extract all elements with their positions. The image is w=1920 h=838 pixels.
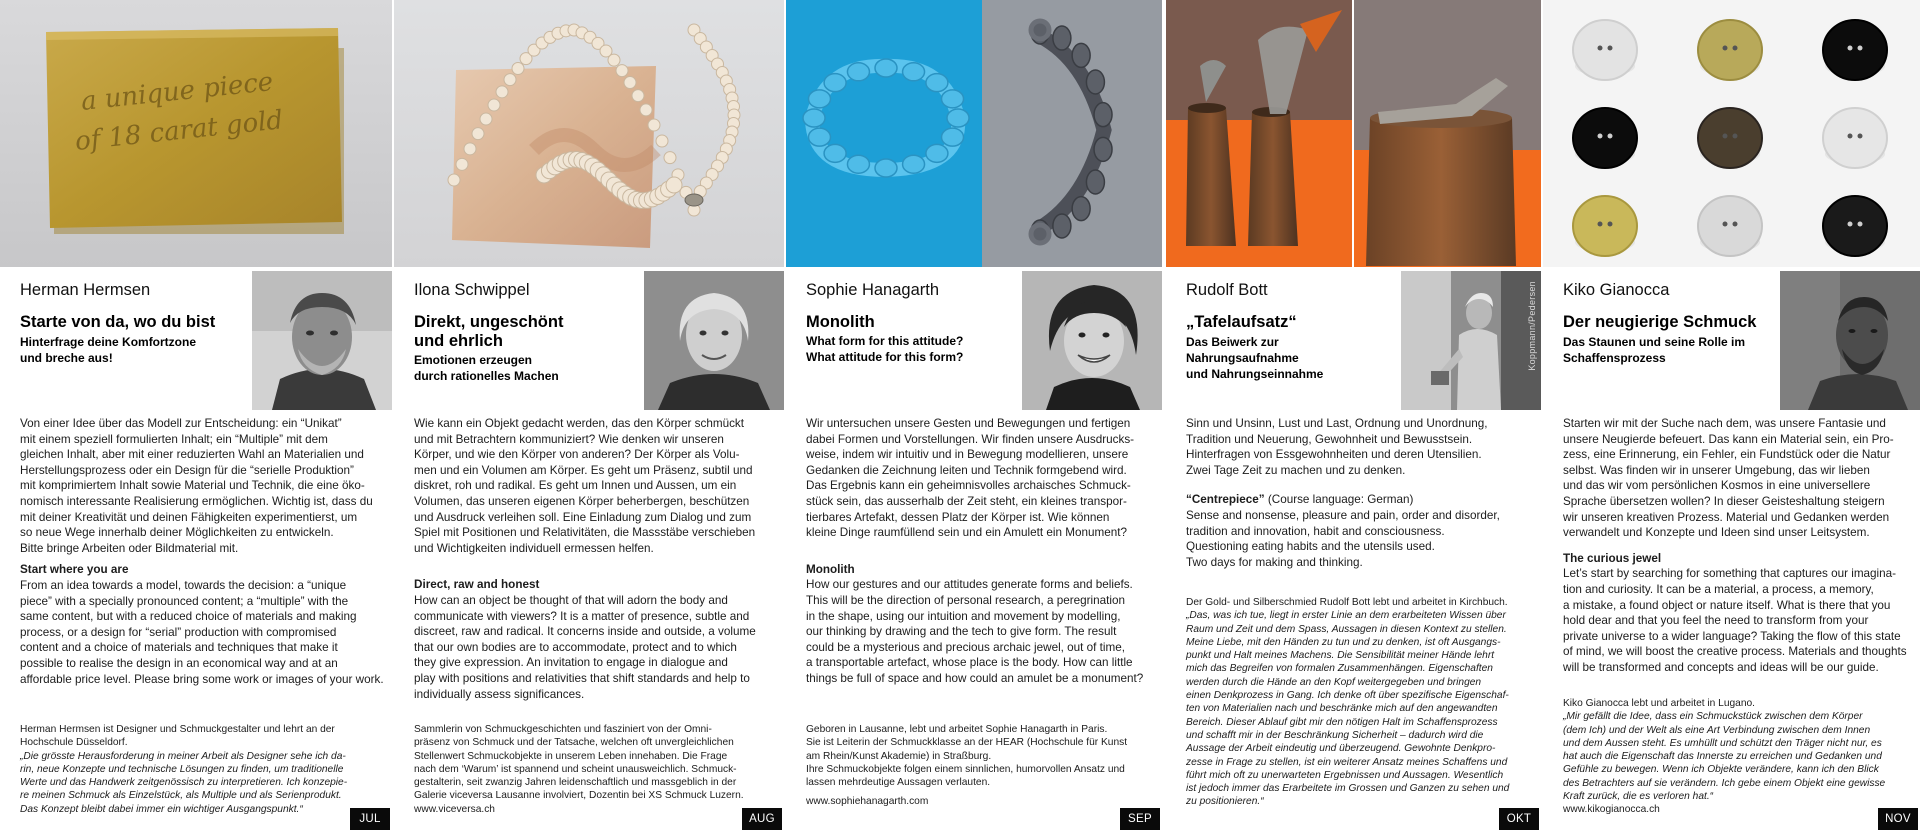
text-line: verwandelt und Konzepte und Ideen sind unser Leitsystem. — [1563, 526, 1870, 540]
course-title-line: Direkt, ungeschönt — [414, 313, 564, 331]
designer-bio — [20, 723, 347, 816]
course-subtitle-line: durch rationelles Machen — [414, 369, 559, 383]
website-link[interactable]: www.sophiehanagarth.com — [806, 796, 929, 808]
text-line: und Ausdruck verleihen soll. Eine Einladung zum Dialog und zum — [414, 510, 752, 524]
text-line: lassen mehrdeutige Aussagen verlauten. — [806, 777, 991, 789]
course-subtitle-line: What form for this attitude? — [806, 334, 964, 348]
quote-line: Kraft zurück, die es verloren hat.“ — [1563, 791, 1714, 803]
course-title-line: Der neugierige Schmuck — [1563, 313, 1757, 331]
course-subtitle-line: Das Beiwerk zur — [1186, 335, 1279, 349]
quote-line: (dem Ich) und der Welt als eine Art Verbindung zwischen dem Innen — [1563, 724, 1871, 736]
designer-name: Herman Hermsen — [20, 281, 151, 299]
quote-line: zesse in Frage zu stellen, ist ein weiterer Ansatz meines Schaffens und — [1186, 756, 1508, 768]
course-language-note: (Course language: German) — [1264, 493, 1414, 507]
course-subtitle-line: Das Staunen und seine Rolle im — [1563, 335, 1746, 349]
course-subtitle-line: und breche aus! — [20, 351, 113, 365]
text-line: Von einer Idee über das Modell zur Entscheidung: ein “Unikat” — [20, 417, 342, 430]
text-line: could be a mysterious and precious archaic jewel, out of time, — [806, 640, 1125, 654]
quote-line: werden durch die Hände an den Kopf weitergegeben und bringen — [1186, 676, 1482, 688]
quote-line: re meinen Schmuck als Einzelstück, als Multiple und als Serienprodukt. — [20, 790, 342, 802]
text-line: that our own bodies are to accommodate, protect and to which — [414, 640, 737, 654]
text-line: Spiel mit Positionen und Relativitäten, die Massstäbe verschieben — [414, 526, 756, 540]
quote-line: punkt und Halt meines Machens. Die Sensibilität meiner Hände lehrt — [1186, 650, 1495, 662]
column-okt — [1166, 0, 1541, 838]
text-line: Der Gold- und Silberschmied Rudolf Bott lebt und arbeitet in Kirchbuch. — [1186, 597, 1508, 608]
text-line: piece” with a specially pronounced content; a “multiple” with the — [20, 594, 349, 608]
text-line: communicate with viewers? It is a matter of presence, subtle and — [414, 609, 750, 623]
german-description — [1563, 416, 1907, 676]
german-description — [806, 416, 1143, 687]
quote-line: und schafft mir in der Beschränkung Sicherheit – dadurch wird die — [1186, 729, 1484, 741]
course-subtitle — [806, 333, 963, 365]
quote-line: Gefühle zu bewegen. Wenn ich Objekte verändere, kann ich den Blick — [1563, 764, 1879, 776]
course-title — [414, 313, 563, 351]
portrait-ilona-schwippel — [644, 271, 784, 410]
text-line: diskret, roh und radikal. Es geht um Innen und Aussen, um ein — [414, 479, 737, 493]
text-line: selbst. Was finden wir in unserer Umgebung, das wir lieben — [1563, 463, 1870, 477]
blue-chain-objects-image — [786, 0, 1162, 267]
gold-plaque-image — [0, 0, 392, 267]
text-line: tradition and innovation, habit and consciousness. — [1186, 524, 1445, 538]
designer-name: Sophie Hanagarth — [806, 281, 940, 299]
text-line: This will be the direction of personal research, a peregrination — [806, 593, 1125, 607]
quote-line: führt mich oft zu unerwarteten Ergebnissen und Aussagen. Wesentlich — [1186, 769, 1504, 781]
text-line: How our gestures and our attitudes generate forms and beliefs. — [806, 578, 1133, 592]
month-badge: OKT — [1499, 808, 1539, 830]
text-line: Körper, und wie den Körper von anderen? Der Körper als Volu- — [414, 448, 740, 462]
text-line: Gedanken die Zeichnung leiten und Technik formgebend wird. — [806, 463, 1127, 477]
quote-line: Raum und Zeit und dem Spass, Aussagen in diesen Kontext zu stellen. — [1186, 623, 1507, 635]
text-line: Bitte bringe Arbeiten oder Bildmaterial mit. — [20, 541, 239, 555]
text-line: discreet, raw and radical. It concerns inside and outside, a volume — [414, 625, 756, 639]
text-line: stück sein, das ausserhalb der Zeit steht, ein kleines transpor- — [806, 494, 1127, 508]
text-line: Starten wir mit der Suche nach dem, was unsere Fantasie und — [1563, 417, 1886, 430]
course-subtitle-line: Nahrungsaufnahme — [1186, 351, 1299, 365]
text-line: hold dear and that you feel the need to transform from your — [1563, 614, 1869, 628]
designer-bio — [1186, 596, 1509, 809]
text-line: Sammlerin von Schmuckgeschichten und fasziniert von der Omni- — [414, 724, 712, 735]
month-badge: SEP — [1120, 808, 1160, 830]
portrait-herman-hermsen — [252, 271, 392, 410]
course-subtitle — [20, 334, 196, 366]
quote-line: „Die grösste Herausforderung in meiner Arbeit als Designer sehe ich da- — [20, 750, 346, 762]
text-line: content and a choice of materials and techniques that make it — [20, 641, 338, 655]
quote-line: mich das Begreifen von formalen Zusammenhängen. Eigenschaften — [1186, 663, 1493, 675]
rusty-vessels-image — [1166, 0, 1541, 267]
course-subtitle-line: Hinterfrage deine Komfortzone — [20, 335, 197, 349]
text-line: a mistake, a found object or nature itself. What is there that you — [1563, 598, 1891, 612]
text-line: Ihre Schmuckobjekte folgen einem sinnlichen, humorvollen Ansatz und — [806, 763, 1125, 775]
course-title-line: Monolith — [806, 313, 875, 331]
german-description — [20, 416, 384, 687]
text-line: Hochschule Düsseldorf. — [20, 737, 128, 749]
designer-bio — [1563, 697, 1885, 817]
quote-line: Das Konzept bleibt dabei immer ein wichtiger Ausgangspunkt.“ — [20, 803, 303, 815]
text-line: tierbares Artefakt, dessen Platz der Körper ist. Wie können — [806, 510, 1110, 524]
text-line: in the shape, using our intuition and movement by modelling, — [806, 609, 1121, 623]
text-line: nomisch interessante Realisierung ermöglichen. Wichtig ist, dass du — [20, 494, 373, 508]
website-link[interactable]: www.kikogianocca.ch — [1563, 804, 1660, 816]
text-line: play with positions and relativities that shift standards and help to — [414, 671, 750, 685]
course-title — [20, 313, 215, 332]
course-subtitle-line: und Nahrungseinnahme — [1186, 367, 1324, 381]
quote-line: und dem Aussen steht. Es umhüllt und schützt den Träger nicht nur, es — [1563, 737, 1882, 749]
english-heading: Direct, raw and honest — [414, 578, 540, 592]
text-line: Two days for making and thinking. — [1186, 555, 1363, 569]
text-line: Herman Hermsen ist Designer und Schmuckgestalter und lehrt an der — [20, 724, 335, 735]
english-heading: Start where you are — [20, 563, 129, 577]
text-line: private universe to a wider language? Taking the flow of this state — [1563, 629, 1901, 643]
month-badge: NOV — [1878, 808, 1918, 830]
text-line: a transportable artefact, whose place is the body. How can little — [806, 656, 1133, 670]
text-line: Kiko Gianocca lebt und arbeitet in Lugano. — [1563, 698, 1755, 709]
text-line: nach dem ‘Warum’ ist spannend und scheint unausweichlich. Schmuck- — [414, 763, 737, 775]
text-line: Herstellungsprozess oder ein Design für die “serielle Produktion” — [20, 463, 354, 477]
hero-inscription-line-2: of 18 carat gold — [73, 105, 285, 157]
month-badge: JUL — [350, 808, 390, 830]
designer-bio — [806, 723, 1127, 809]
text-line: Sense and nonsense, pleasure and pain, order and disorder, — [1186, 508, 1500, 522]
text-line: possible to realise the design in an economical way and at an — [20, 656, 338, 670]
course-subtitle-line: Emotionen erzeugen — [414, 353, 533, 367]
english-heading-row — [1186, 492, 1500, 508]
text-line: Hinterfragen von Essgewohnheiten und deren Utensilien. — [1186, 448, 1482, 462]
text-line: und Wichtigkeiten individuell ermessen helfen. — [414, 541, 654, 555]
designer-name: Kiko Gianocca — [1563, 281, 1670, 299]
course-subtitle-line: What attitude for this form? — [806, 350, 964, 364]
course-subtitle-line: Schaffensprozess — [1563, 351, 1666, 365]
english-heading: The curious jewel — [1563, 551, 1662, 565]
text-line: mit deiner Kreativität und deinen Fähigkeiten experimentierst, um — [20, 510, 358, 524]
course-title-line: und ehrlich — [414, 332, 503, 350]
text-line: they give expression. An invitation to engage in dialogue and — [414, 656, 728, 670]
quote-line: Bereich. Dieser Ablauf gibt mir den nötigen Halt im Schaffensprozess — [1186, 716, 1498, 728]
portrait-kiko-gianocca — [1780, 271, 1920, 410]
german-description — [414, 416, 756, 702]
text-line: Let’s start by searching for something that captures our imagina- — [1563, 567, 1897, 581]
text-line: mit komprimiertem Inhalt sowie Material und Technik, die eine öko- — [20, 479, 365, 493]
course-title-line: „Tafelaufsatz“ — [1186, 313, 1297, 331]
text-line: our thinking by drawing and the tech to give form. The result — [806, 625, 1117, 639]
text-line: of mind, we will boost the creative process. Materials and thoughts — [1563, 645, 1907, 659]
quote-line: hat auch die Eigenschaft das Innerste zu erreichen und Gedanken und — [1563, 751, 1882, 763]
designer-name: Ilona Schwippel — [414, 281, 530, 299]
course-title — [1186, 313, 1297, 332]
portrait-rudolf-bott — [1401, 271, 1541, 410]
text-line: Stellenwert Schmuckobjekte in unserem Leben innehaben. Die Frage — [414, 750, 728, 762]
text-line: things be full of space and how could an amulet be a monument? — [806, 671, 1144, 685]
pearl-necklace-image — [394, 0, 784, 267]
quote-line: Meine Liebe, mit den Händen zu tun und zu denken, ist oft Ausgangs- — [1186, 636, 1501, 648]
text-line: Sprache übersetzen wollen? In dieser Geisteshaltung steigern — [1563, 494, 1885, 508]
text-line: same content, but with a reduced choice of materials and making — [20, 610, 357, 624]
text-line: wir unseren kreativen Prozess. Material und Gedanken werden — [1563, 510, 1890, 524]
quote-line: ist jedoch immer das Erarbeitete im Grossen und Ganzen zu sehen und — [1186, 783, 1510, 795]
text-line: will be transformed and concepts and ideas will be our guide. — [1563, 660, 1879, 674]
course-title — [806, 313, 875, 332]
course-subtitle — [414, 352, 559, 384]
text-line: am Rhein/Kunst Akademie) in Straßburg. — [806, 750, 992, 762]
course-title-line: Starte von da, wo du bist — [20, 313, 216, 331]
english-heading: Monolith — [806, 562, 855, 576]
text-line: Wir untersuchen unsere Gesten und Bewegungen und fertigen — [806, 417, 1131, 430]
text-line: men und ein Volumen am Körper. Es geht um Präsenz, subtil und — [414, 463, 753, 477]
column-sep — [786, 0, 1162, 838]
quote-line: einen Denkprozess in Gang. Ich denke oft über spezifische Eigenschaf- — [1186, 690, 1509, 702]
course-subtitle — [1186, 334, 1323, 382]
column-nov — [1543, 0, 1920, 838]
text-line: Tradition und Neuerung, Gewohnheit und Bewusstsein. — [1186, 432, 1473, 446]
hero-inscription-line-1: a unique piece — [79, 66, 275, 117]
text-line: gestalterin, seit zwanzig Jahren leidenschaftlich und massgeblich in der — [414, 777, 737, 789]
text-line: zess, eine Erinnerung, ein Fehler, ein Fundstück oder die Natur — [1563, 448, 1891, 462]
column-jul — [0, 0, 392, 838]
website-link[interactable]: www.viceversa.ch — [414, 803, 495, 815]
text-line: Zwei Tage Zeit zu machen und zu denken. — [1186, 463, 1406, 477]
text-line: Geboren in Lausanne, lebt und arbeitet Sophie Hanagarth in Paris. — [806, 724, 1108, 735]
quote-line: „Das, was ich tue, liegt in erster Linie an dem erarbeiteten Wissen über — [1186, 610, 1506, 622]
text-line: so neue Wege innerhalb deiner Möglichkeiten zu entwickeln. — [20, 526, 334, 540]
english-heading: “Centrepiece” — [1186, 493, 1265, 507]
text-line: Sie ist Leiterin der Schmuckklasse an der HEAR (Hochschule für Kunst — [806, 737, 1128, 749]
text-line: gleichen Inhalt, aber mit einer reduzierten Wahl an Materialien und — [20, 448, 364, 462]
text-line: mit einem speziell formulierten Inhalt; ein “Multiple” mit dem — [20, 432, 328, 446]
text-line: individually assess significances. — [414, 687, 585, 701]
text-line: präsenz von Schmuck und der Tatsache, welchen oft unvergleichlichen — [414, 737, 734, 749]
quote-line: zu positionieren.“ — [1186, 796, 1264, 808]
text-line: Das Ergebnis kann ein geheimnisvolles archaisches Schmuck- — [806, 479, 1131, 493]
quote-line: rin, neue Konzepte und technische Lösungen zu finden, um traditionelle — [20, 763, 344, 775]
text-line: kleine Dinge raumfüllend sein und ein Amulett ein Monument? — [806, 526, 1127, 540]
quote-line: Werte und das Handwerk zeitgenössisch zu interpretieren. Ich konzepie- — [20, 777, 348, 789]
text-line: unsere Neugierde befeuert. Das kann ein Material sein, ein Pro- — [1563, 432, 1894, 446]
text-line: Volumen, das unseren eigenen Körper beherbergen, beschützen — [414, 494, 750, 508]
text-line: process, or a design for “serial” production with compromised — [20, 625, 337, 639]
text-line: Galerie viceversa Lausanne involviert, Dozentin bei XS Schmuck Luzern. — [414, 790, 744, 802]
text-line: Sinn und Unsinn, Lust und Last, Ordnung und Unordnung, — [1186, 417, 1488, 430]
text-line: und mit Betrachtern kommuniziert? Wie denken wir unseren — [414, 432, 724, 446]
german-description — [1186, 416, 1500, 570]
signet-rings-grid-image — [1543, 0, 1920, 267]
photo-credit: Koppmann/Pedersen — [1527, 281, 1537, 371]
quote-line: ten von Materialien nach und beschränke mich auf den angewandten — [1186, 703, 1498, 715]
text-line: tion and curiosity. It can be a material, a process, a memory, — [1563, 582, 1874, 596]
course-subtitle — [1563, 334, 1745, 366]
designer-name: Rudolf Bott — [1186, 281, 1268, 299]
text-line: Questioning eating habits and the utensils used. — [1186, 540, 1435, 554]
course-title — [1563, 313, 1756, 332]
text-line: How can an object be thought of that will adorn the body and — [414, 593, 728, 607]
month-badge: AUG — [742, 808, 782, 830]
quote-line: „Mir gefällt die Idee, dass ein Schmuckstück zwischen dem Körper — [1563, 711, 1863, 723]
text-line: und das wir vom persönlichen Kosmos in eine universellere — [1563, 479, 1871, 493]
quote-line: des Betrachters auf sie verändern. Ich gebe einem Objekt eine gewisse — [1563, 777, 1886, 789]
text-line: weise, indem wir intuitiv und in Bewegung modellieren, unsere — [806, 448, 1129, 462]
text-line: dabei Formen und Vorstellungen. Wir finden unsere Ausdrucks- — [806, 432, 1135, 446]
column-aug — [394, 0, 784, 838]
text-line: Wie kann ein Objekt gedacht werden, das den Körper schmückt — [414, 417, 745, 430]
designer-bio — [414, 723, 744, 816]
text-line: affordable price level. Please bring some work or images of your work. — [20, 672, 384, 686]
portrait-sophie-hanagarth — [1022, 271, 1162, 410]
quote-line: Aussage der Arbeit eindeutig und überzeugend. Gewohnte Denkpro- — [1186, 743, 1496, 755]
text-line: From an idea towards a model, towards the decision: a “unique — [20, 578, 347, 592]
